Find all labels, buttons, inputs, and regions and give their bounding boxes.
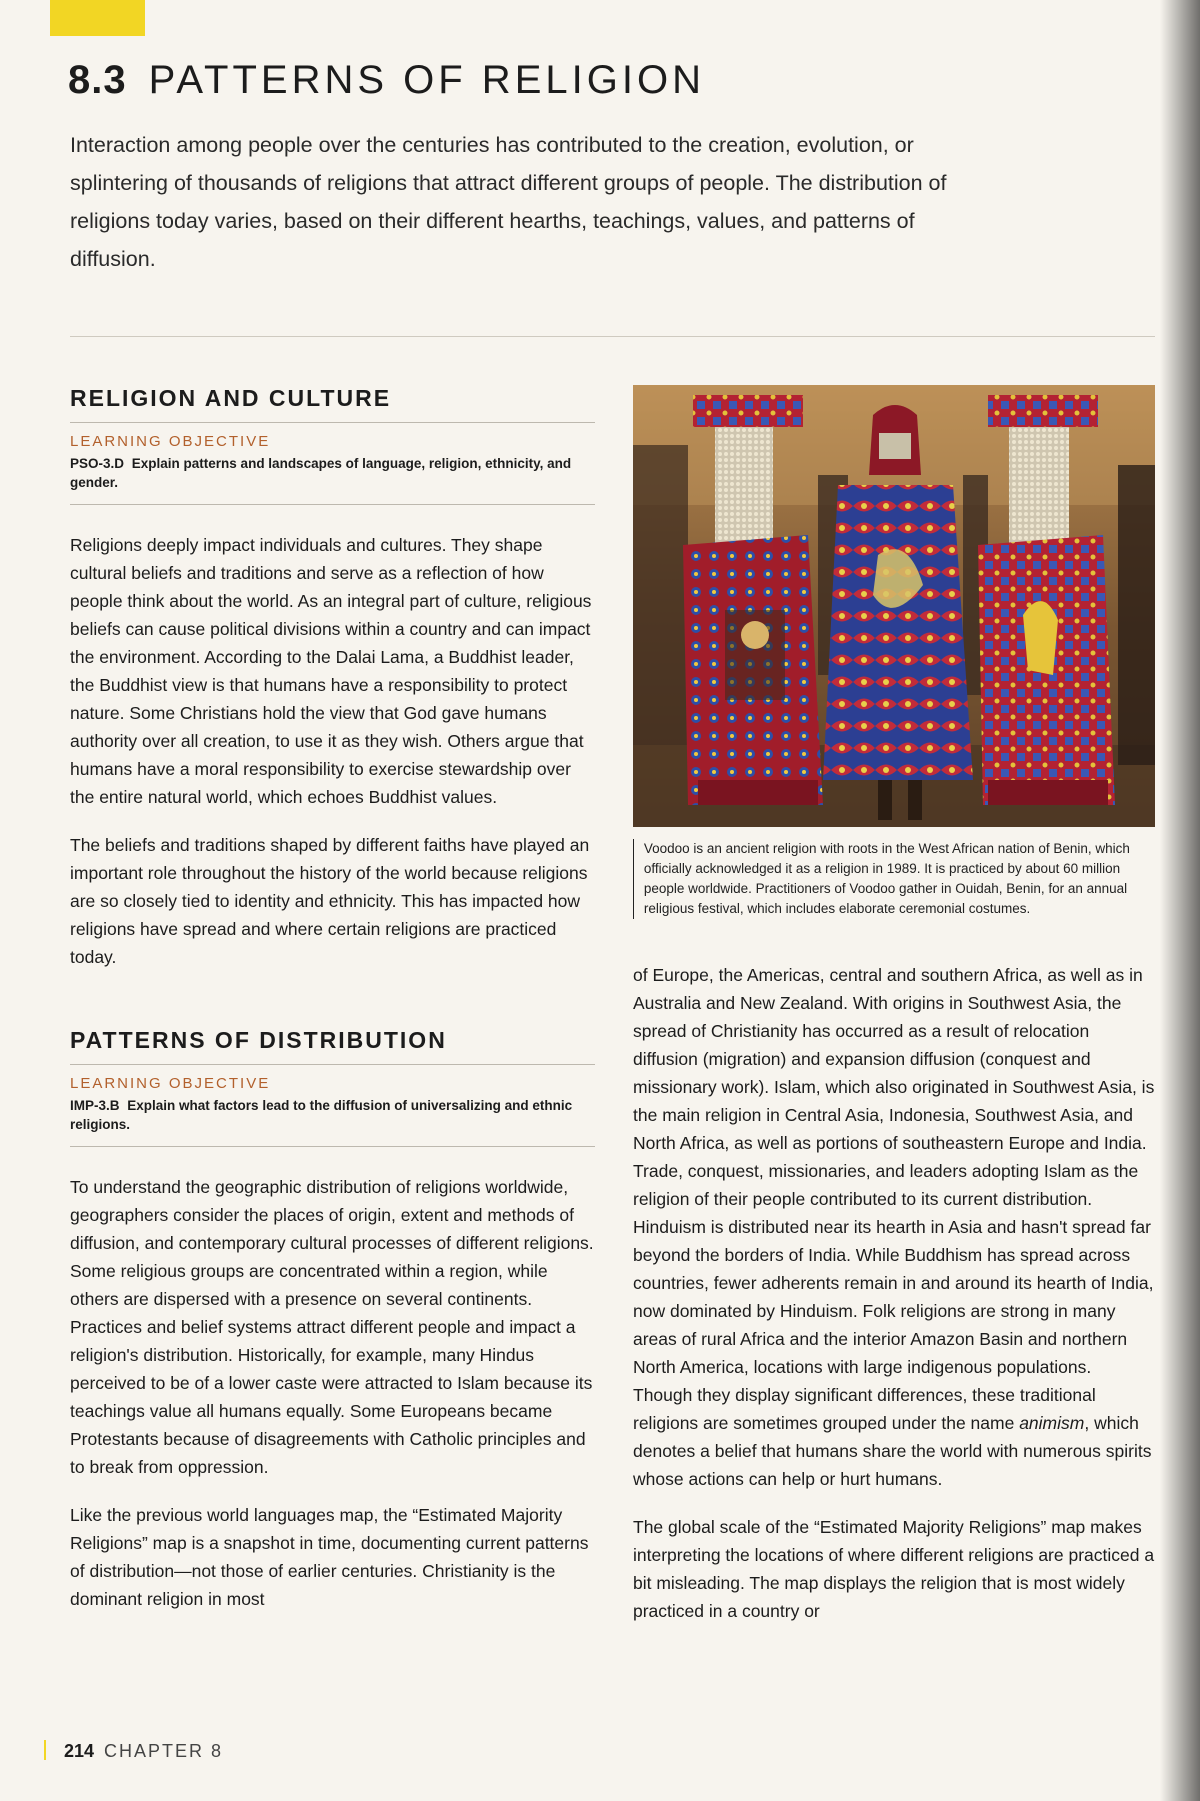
paragraph-part: , which denotes a belief that humans share the world with numerous spirits whose actions can help or hurt humans.: [633, 1413, 1152, 1489]
voodoo-costumes-illustration: [633, 385, 1155, 827]
paragraph-part: of Europe, the Americas, central and southern Africa, as well as in Australia and New Zealand. With origins in Southwest Asia, the spread of Christianity has occurred as a result of relocation diffusion (migration) and expansion diffusion (conquest and missionary work). Islam, which also originated in Southwest Asia, is the main religion in Central Asia, Indonesia, Southwest Asia, and North Africa, as well as portions of southeastern Europe and India. Trade, conquest, missionaries, and leaders adopting Islam as the religion of their people contributed to its current distribution. Hinduism is distributed near its hearth in Asia and hasn't spread far beyond the borders of India. While Buddhism has spread across countries, fewer adherents remain in and around its hearth of India, now dominated by Hinduism. Folk religions are strong in many areas of rural Africa and the interior Amazon Basin and northern North America, locations with large indigenous populations. Though they display significant differences, these traditional religions are sometimes grouped under the name: [633, 965, 1155, 1433]
term-animism: animism: [1019, 1413, 1085, 1433]
left-column: [70, 385, 595, 1633]
learning-objective-pso-3d: [70, 454, 595, 505]
objective-text: Explain what factors lead to the diffusion of universalizing and ethnic religions.: [70, 1098, 573, 1132]
section-title: PATTERNS OF RELIGION: [148, 58, 705, 102]
divider: [70, 336, 1155, 337]
paragraph: To understand the geographic distribution of religions worldwide, geographers consider the places of origin, extent and methods of diffusion, and contemporary cultural processes of different religions. Some religious groups are concentrated within a region, while others are dispersed with a presence on several continents. Practices and belief systems attract different people and impact a religion's distribution. Historically, for example, many Hindus perceived to be of a lower caste were attracted to Islam because its teachings value all humans equally. Some Europeans became Protestants because of disagreements with Catholic principles and to break from oppression.: [70, 1177, 594, 1477]
footer-marker: [44, 1740, 46, 1760]
paragraph: The global scale of the “Estimated Majority Religions” map makes interpreting the locations of where different religions are practiced a bit misleading. The map displays the religion that is most widely practiced in a country or: [633, 1517, 1155, 1621]
page-footer: [44, 1740, 223, 1762]
learning-objective-imp-3b: [70, 1096, 595, 1147]
section-tab-marker: [50, 0, 145, 36]
heading-patterns-of-distribution: PATTERNS OF DISTRIBUTION: [70, 1027, 595, 1065]
paragraph: Religions deeply impact individuals and cultures. They shape cultural beliefs and traditions and serve as a reflection of how people think about the world. As an integral part of culture, religious beliefs can cause political divisions within a country and can impact the environment. According to the Dalai Lama, a Buddhist leader, the Buddhist view is that humans have a responsibility to protect nature. Some Christians hold the view that God gave humans authority over all creation, to use it as they wish. Others argue that humans have a moral responsibility to exercise stewardship over the entire natural world, which echoes Buddhist values.: [70, 535, 592, 807]
right-column-text: [633, 961, 1155, 1625]
chapter-label: CHAPTER 8: [104, 1741, 224, 1761]
intro-text: Interaction among people over the centuries has contributed to the creation, evolution, or splintering of thousands of religions that attract different groups of people. The distribution of religions today varies, based on their different hearths, teachings, values, and patterns of diffusion.: [70, 133, 947, 271]
paragraph: [633, 961, 1155, 1493]
paragraph: The beliefs and traditions shaped by different faiths have played an important role throughout the history of the world because religions are so closely tied to identity and ethnicity. This has impacted how religions have spread and where certain religions are practiced today.: [70, 835, 590, 967]
section-header: [68, 58, 705, 103]
objective-text: Explain patterns and landscapes of language, religion, ethnicity, and gender.: [70, 456, 572, 490]
section-number: 8.3: [68, 58, 127, 102]
right-column: [633, 385, 1155, 1645]
page-edge-shadow: [1160, 0, 1200, 1801]
objective-code: IMP-3.B: [70, 1098, 120, 1113]
section-intro: [70, 126, 950, 278]
learning-objective-label: LEARNING OBJECTIVE: [70, 433, 271, 450]
caption-text: Voodoo is an ancient religion with roots in the West African nation of Benin, which officially acknowledged it as a religion in 1989. It is practiced by about 60 million people worldwide. Practitioners of Voodoo gather in Ouidah, Benin, for an annual religious festival, which includes elaborate ceremonial costumes.: [643, 841, 1130, 916]
page-number: 214: [64, 1741, 95, 1761]
objective-code: PSO-3.D: [70, 456, 125, 471]
learning-objective-label: LEARNING OBJECTIVE: [70, 1075, 271, 1092]
paragraph: Like the previous world languages map, the “Estimated Majority Religions” map is a snapshot in time, documenting current patterns of distribution—not those of earlier centuries. Christianity is the dominant religion in most: [70, 1505, 589, 1609]
photo-caption: [633, 839, 1155, 919]
voodoo-festival-photo: [633, 385, 1155, 827]
heading-religion-and-culture: RELIGION AND CULTURE: [70, 385, 595, 423]
